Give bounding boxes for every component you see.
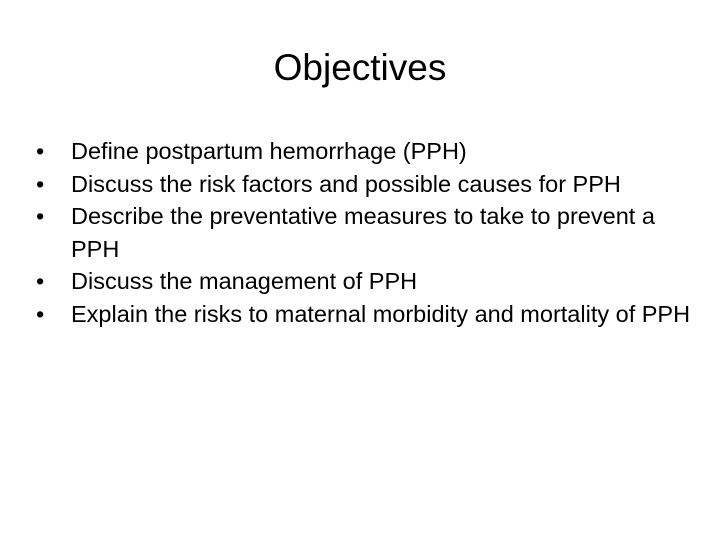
bullet-icon: • <box>36 138 45 164</box>
bullet-text: Discuss the management of PPH <box>71 268 418 294</box>
bullet-icon: • <box>36 170 45 197</box>
list-item <box>36 168 700 201</box>
bullet-icon: • <box>36 268 45 294</box>
list-item <box>36 200 700 265</box>
list-item <box>36 298 700 331</box>
objectives-list <box>36 135 700 330</box>
bullet-text: Define postpartum hemorrhage (PPH) <box>71 138 467 164</box>
bullet-icon: • <box>36 203 45 229</box>
bullet-text: Explain the risks to maternal morbidity and mortality of PPH <box>71 300 691 327</box>
slide-title: Objectives <box>273 47 447 88</box>
bullet-text: Discuss the risk factors and possible causes for PPH <box>71 170 621 197</box>
bullet-icon: • <box>36 300 45 327</box>
bullet-text: Describe the preventative measures to take to prevent a PPH <box>71 203 655 262</box>
list-item <box>36 135 700 168</box>
list-item <box>36 265 700 298</box>
